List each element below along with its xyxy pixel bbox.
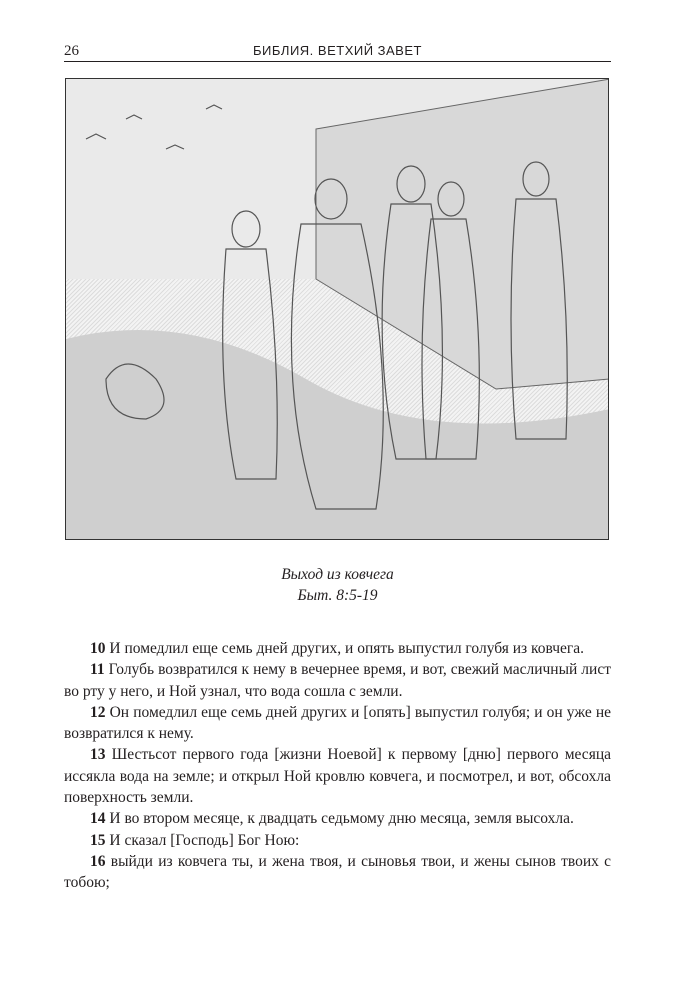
verse-number: 15 [90, 831, 106, 849]
caption-reference: Быт. 8:5-19 [297, 587, 378, 604]
running-title: БИБЛИЯ. ВЕТХИЙ ЗАВЕТ [253, 43, 422, 58]
caption-title: Выход из ковчега [281, 566, 394, 583]
illustration-caption [64, 564, 611, 606]
illustration-icon [66, 79, 609, 540]
verse-text: И во втором месяце, к двадцать седьмому дню месяца, земля высохла. [109, 810, 574, 828]
verse-number: 11 [90, 661, 105, 679]
running-header [64, 41, 611, 62]
verse-text: И сказал [Господь] Бог Ною: [109, 831, 300, 849]
verse-text: И помедлил еще семь дней других, и опять выпустил голубя из ковчега. [109, 640, 585, 657]
verse [64, 702, 611, 745]
verse [64, 851, 611, 894]
verse-text: Голубь возвратился к нему в вечернее время, и вот, свежий масличный лист во рту у него, и Ной узнал, что вода сошла с земли. [64, 661, 611, 700]
engraving-illustration [65, 78, 609, 540]
verse [64, 638, 611, 659]
scripture-text [64, 638, 611, 894]
verse-text: Он помедлил еще семь дней других и [опять] выпустил голубя; и он уже не возвратился к нему. [64, 703, 612, 743]
page-number: 26 [64, 43, 79, 59]
verse-text: Шестьсот первого года [жизни Ноевой] к первому [дню] первого месяца иссякла вода на земле; и открыл Ной кровлю ковчега, и посмотрел, и вот, обсохла поверхность земли. [64, 746, 611, 807]
verse-number: 12 [90, 703, 106, 721]
verse-number: 13 [90, 746, 106, 764]
verse [64, 808, 611, 829]
verse [64, 659, 611, 702]
verse-text: выйди из ковчега ты, и жена твоя, и сыновья твои, и жены сынов твоих с тобою; [64, 852, 612, 892]
verse [64, 830, 611, 851]
verse [64, 744, 611, 808]
verse-number: 16 [90, 852, 106, 870]
verse-number: 10 [90, 640, 106, 657]
verse-number: 14 [90, 810, 106, 828]
